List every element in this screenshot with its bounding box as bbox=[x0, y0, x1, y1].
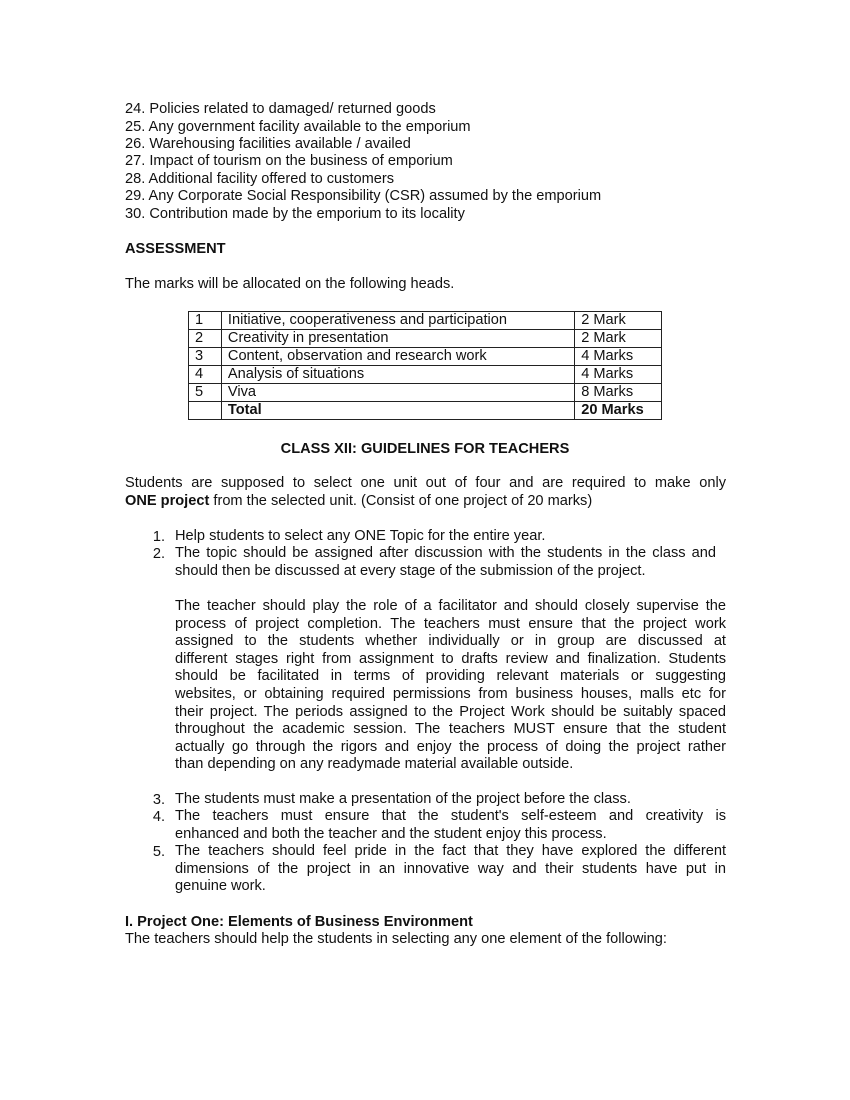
list-item bbox=[175, 528, 726, 546]
list-number: 27. bbox=[125, 153, 146, 169]
list-text: Warehousing facilities available / availed bbox=[149, 136, 411, 152]
marks-table bbox=[188, 311, 662, 420]
serial-cell: 3 bbox=[189, 348, 222, 366]
guidelines-intro bbox=[125, 475, 726, 510]
list-text: genuine work. bbox=[175, 878, 266, 895]
marks-cell: 4 Marks bbox=[575, 348, 662, 366]
list-item bbox=[175, 808, 726, 843]
table-row bbox=[189, 366, 662, 384]
paragraph-line: The teacher should play the role of a facilitator and should closely supervise the bbox=[175, 598, 726, 614]
project-one-heading: I. Project One: Elements of Business Environment bbox=[125, 914, 473, 930]
total-label-cell: Total bbox=[221, 402, 574, 420]
list-number: 30. bbox=[125, 206, 146, 222]
list-text: The teachers must ensure that the student's self-esteem and creativity is bbox=[175, 808, 726, 824]
serial-cell: 4 bbox=[189, 366, 222, 384]
head-cell: Viva bbox=[221, 384, 574, 402]
list-text: enhanced and both the teacher and the student enjoy this process. bbox=[175, 825, 607, 842]
table-row bbox=[189, 330, 662, 348]
marks-cell: 4 Marks bbox=[575, 366, 662, 384]
serial-cell: 1 bbox=[189, 312, 222, 330]
guidelines-heading: CLASS XII: GUIDELINES FOR TEACHERS bbox=[280, 441, 570, 457]
intro-line: Students are supposed to select one unit out of four and are required to make only bbox=[125, 475, 726, 491]
list-text: Any Corporate Social Responsibility (CSR) assumed by the emporium bbox=[148, 188, 602, 204]
marks-cell: 8 Marks bbox=[575, 384, 662, 402]
table-row bbox=[189, 312, 662, 330]
list-text: dimensions of the project in an innovative way and their students have put in bbox=[175, 860, 726, 877]
list-number: 24. bbox=[125, 101, 146, 117]
list-text: Contribution made by the emporium to its locality bbox=[149, 206, 465, 222]
list-number: 4. bbox=[152, 809, 165, 825]
list-number: 28. bbox=[125, 171, 146, 187]
list-item bbox=[125, 170, 394, 188]
assessment-intro: The marks will be allocated on the following heads. bbox=[125, 276, 455, 292]
total-marks-cell: 20 Marks bbox=[575, 402, 662, 420]
list-item bbox=[175, 545, 716, 580]
paragraph-line: their project. The periods assigned to the Project Work should be suitably spaced bbox=[175, 703, 726, 720]
paragraph-line: should be facilitated in terms of providing relevant materials or suggesting bbox=[175, 668, 726, 685]
table-row bbox=[189, 348, 662, 366]
list-text: The students must make a presentation of the project before the class. bbox=[175, 791, 631, 807]
facilitator-paragraph bbox=[175, 598, 726, 774]
serial-cell bbox=[189, 402, 222, 420]
intro-rest: from the selected unit. (Consist of one project of 20 marks) bbox=[209, 492, 593, 509]
table-total-row bbox=[189, 402, 662, 420]
marks-cell: 2 Mark bbox=[575, 312, 662, 330]
intro-bold: ONE project bbox=[125, 492, 210, 509]
table-row bbox=[189, 384, 662, 402]
list-item bbox=[125, 135, 411, 153]
list-item bbox=[125, 100, 436, 118]
head-cell: Content, observation and research work bbox=[221, 348, 574, 366]
list-text: Impact of tourism on the business of emporium bbox=[149, 153, 453, 169]
list-item bbox=[175, 843, 726, 896]
assessment-heading: ASSESSMENT bbox=[125, 241, 226, 257]
project-one-text: The teachers should help the students in selecting any one element of the following: bbox=[125, 931, 667, 947]
list-number: 1. bbox=[152, 529, 165, 545]
list-item bbox=[125, 118, 471, 136]
paragraph-line: than depending on any readymade material available outside. bbox=[175, 756, 574, 773]
list-text: Help students to select any ONE Topic for the entire year. bbox=[175, 528, 546, 544]
list-text: The topic should be assigned after discussion with the students in the class and bbox=[175, 545, 716, 561]
head-cell: Analysis of situations bbox=[221, 366, 574, 384]
list-item bbox=[125, 152, 453, 170]
list-number: 26. bbox=[125, 136, 146, 152]
head-cell: Initiative, cooperativeness and participation bbox=[221, 312, 574, 330]
list-item bbox=[175, 791, 726, 809]
serial-cell: 5 bbox=[189, 384, 222, 402]
paragraph-line: process of project completion. The teachers must ensure that the project work bbox=[175, 615, 726, 632]
list-item bbox=[125, 187, 601, 205]
list-text: Policies related to damaged/ returned goods bbox=[149, 101, 436, 117]
list-text: The teachers should feel pride in the fact that they have explored the different bbox=[175, 843, 726, 859]
list-text: should then be discussed at every stage of the submission of the project. bbox=[175, 562, 646, 579]
paragraph-line: websites, or obtaining required permissions from business houses, malls etc for bbox=[175, 685, 726, 702]
paragraph-line: different stages right from assignment to drafts review and finalization. Students bbox=[175, 650, 726, 667]
paragraph-line: throughout the academic session. The teachers MUST ensure that the student bbox=[175, 721, 726, 738]
list-text: Additional facility offered to customers bbox=[148, 171, 395, 187]
marks-cell: 2 Mark bbox=[575, 330, 662, 348]
list-number: 3. bbox=[152, 792, 165, 808]
paragraph-line: actually go through the rigors and enjoy the process of doing the project rather bbox=[175, 738, 726, 755]
serial-cell: 2 bbox=[189, 330, 222, 348]
list-item bbox=[125, 205, 465, 223]
list-number: 29. bbox=[125, 188, 146, 204]
list-text: Any government facility available to the emporium bbox=[148, 119, 471, 135]
list-number: 5. bbox=[152, 844, 165, 860]
paragraph-line: assigned to the students whether individually or in group are discussed at bbox=[175, 633, 726, 650]
list-number: 2. bbox=[152, 546, 165, 562]
intro-line bbox=[125, 493, 726, 511]
list-number: 25. bbox=[125, 119, 146, 135]
head-cell: Creativity in presentation bbox=[221, 330, 574, 348]
